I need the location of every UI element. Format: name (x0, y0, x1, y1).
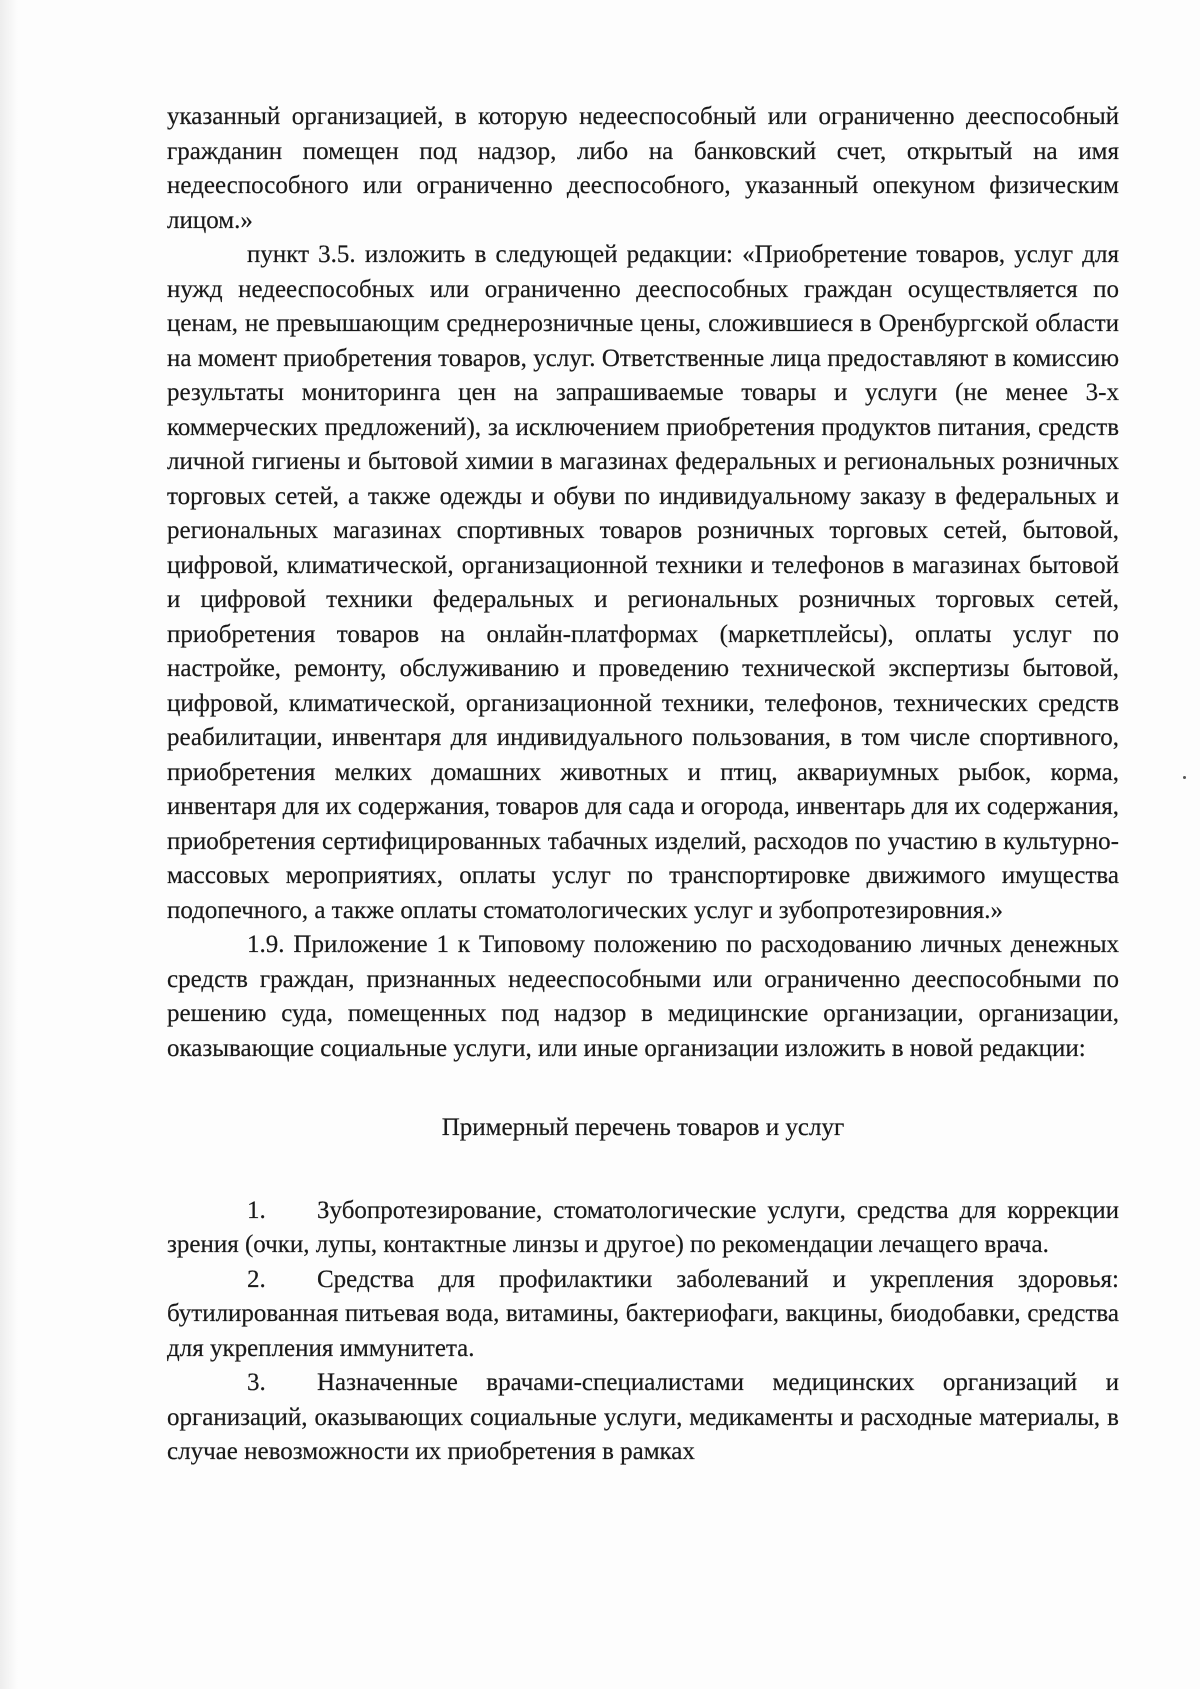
list-item-number: 1. (247, 1196, 266, 1224)
list-item-1 (167, 1194, 1119, 1263)
list-item-number: 2. (247, 1265, 266, 1293)
list-item-text: Назначенные врачами-специалистами медицинских организаций и организаций, оказывающих социальные услуги, медикаменты и расходные материалы, в случае невозможности их приобретения в рамках (167, 1369, 1119, 1465)
scan-speck (1183, 776, 1186, 779)
list-item-text: Зубопротезирование, стоматологические услуги, средства для коррекции зрения (очки, лупы, контактные линзы и другое) по рекомендации лечащего врача. (167, 1196, 1119, 1258)
list-item-3 (167, 1366, 1119, 1470)
list-item-2 (167, 1263, 1119, 1367)
paragraph-item-3-5: пункт 3.5. изложить в следующей редакции: «Приобретение товаров, услуг для нужд недееспособных или ограниченно дееспособных граждан осуществляется по ценам, не превышающим среднерозничные цены, сложившиеся в Оренбургской области на момент приобретения товаров, услуг. Ответственные лица предоставляют в комиссию результаты мониторинга цен на запрашиваемые товары и услуги (не менее 3-х коммерческих предложений), за исключением приобретения продуктов питания, средств личной гигиены и бытовой химии в магазинах федеральных и региональных розничных торговых сетей, а также одежды и обуви по индивидуальному заказу в федеральных и региональных магазинах спортивных товаров розничных торговых сетей, бытовой, цифровой, климатической, организационной техники и телефонов в магазинах бытовой и цифровой техники федеральных и региональных розничных торговых сетей, приобретения товаров на онлайн-платформах (маркетплейсы), оплаты услуг по настройке, ремонту, обслуживанию и проведению технической экспертизы бытовой, цифровой, климатической, организационной техники, телефонов, технических средств реабилитации, инвентаря для индивидуального пользования, в том числе спортивного, приобретения мелких домашних животных и птиц, аквариумных рыбок, корма, инвентаря для их содержания, товаров для сада и огорода, инвентарь для их содержания, приобретения сертифицированных табачных изделий, расходов по участию в культурно-массовых мероприятиях, оплаты услуг по транспортировке движимого имущества подопечного, а также оплаты стоматологических услуг и зубопротезировния.» (167, 241, 1119, 924)
document-body (167, 100, 1119, 1470)
list-item-number: 3. (247, 1369, 266, 1396)
list-item-text: Средства для профилактики заболеваний и укрепления здоровья: бутилированная питьевая вода, витамины, бактериофаги, вакцины, биодобавки, средства для укрепления иммунитета. (167, 1265, 1119, 1362)
section-title: Примерный перечень товаров и услуг (441, 1114, 845, 1141)
paragraph-item-1-9: 1.9. Приложение 1 к Типовому положению по расходованию личных денежных средств граждан, признанных недееспособными или ограниченно дееспособными по решению суда, помещенных под надзор в медицинские организации, организации, оказывающие социальные услуги, или иные организации изложить в новой редакции: (167, 931, 1119, 1062)
paragraph-continuation: указанный организацией, в которую недееспособный или ограниченно дееспособный гражданин помещен под надзор, либо на банковский счет, открытый на имя недееспособного или ограниченно дееспособного, указанный опекуном физическим лицом.» (167, 103, 1119, 234)
